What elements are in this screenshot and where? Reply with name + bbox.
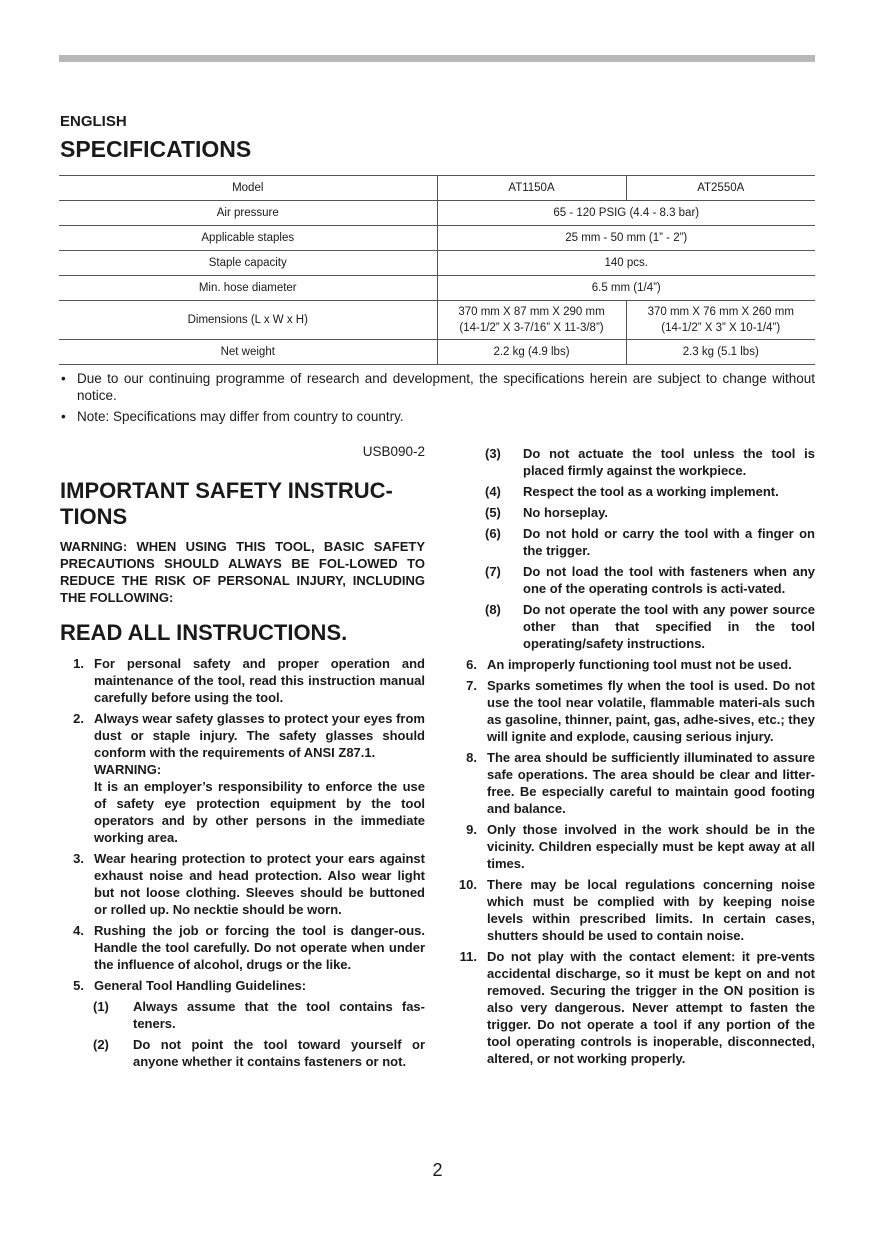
- item-number: 9.: [466, 822, 477, 837]
- sub-item: [453, 525, 815, 559]
- document-code: USB090-2: [362, 444, 425, 459]
- item-warning-text: It is an employer’s responsibility to enforce the use of safety eye protection equipment by the tool operators and by other persons in the immediate working area.: [94, 779, 425, 845]
- sub-item-text: No horseplay.: [523, 505, 609, 520]
- item-number: 7.: [466, 678, 477, 693]
- safety-title: IMPORTANT SAFETY INSTRUC-TIONS: [60, 478, 393, 529]
- item-text: General Tool Handling Guidelines:: [94, 978, 307, 993]
- table-row: [59, 276, 815, 301]
- item-number: 6.: [466, 657, 477, 672]
- weight-a-cell: 2.2 kg (4.9 lbs): [437, 340, 626, 365]
- sub-item-text: Do not actuate the tool unless the tool is placed firmly against the workpiece.: [523, 446, 815, 478]
- sub-item-text: Do not point the tool toward yourself or anyone whether it contains fasteners or not.: [133, 1037, 425, 1069]
- sub-item-text: Do not load the tool with fasteners when any one of the operating controls is acti-vated.: [523, 564, 815, 596]
- row-label-cell: Min. hose diameter: [59, 276, 437, 301]
- item-text: Sparks sometimes fly when the tool is used. Do not use the tool near volatile, flammable materi-als such as gasoline, thinner, paint, gas, adhe-sives, etc.; they will ignite and explode, causing serious injury.: [487, 678, 815, 744]
- item-text: Always wear safety glasses to protect your eyes from dust or staple injury. The safety glasses should conform with the requirements of ANSI Z87.1.: [94, 711, 425, 760]
- item-number: 2.: [73, 711, 84, 726]
- item-number: 1.: [73, 656, 84, 671]
- list-item: [453, 821, 815, 872]
- sub-item: [453, 563, 815, 597]
- sub-item-number: (5): [485, 505, 501, 520]
- row-value-cell: 6.5 mm (1/4”): [437, 276, 815, 301]
- sub-item-text: Do not operate the tool with any power source other than that specified in the tool operating/safety instructions.: [523, 602, 815, 651]
- item-text: Do not play with the contact element: it pre-vents accidental discharge, so it must be kept on and not removed. Securing the trigger in the ON position is also very dangerous. Never attempt to fasten the trigger. Do not operate a tool if any portion of the tool operating controls is inoperable, disconnected, altered, or not working properly.: [487, 949, 815, 1066]
- model-b-cell: AT2550A: [626, 176, 815, 201]
- sub-item: [453, 445, 815, 479]
- list-item: [60, 850, 425, 918]
- item-number: 10.: [458, 877, 477, 892]
- sub-item-number: (1): [93, 999, 109, 1014]
- item-number: 3.: [73, 851, 84, 866]
- item-number: 5.: [73, 978, 84, 993]
- specifications-title: SPECIFICATIONS: [60, 136, 252, 162]
- sub-item: [453, 504, 815, 521]
- safety-warning: WARNING: WHEN USING THIS TOOL, BASIC SAFETY PRECAUTIONS SHOULD ALWAYS BE FOL-LOWED TO REDUCE THE RISK OF PERSONAL INJURY, INCLUDING THE FOLLOWING:: [60, 539, 425, 605]
- list-item: [60, 710, 425, 846]
- specifications-table: [59, 175, 815, 365]
- sub-item-number: (8): [485, 602, 501, 617]
- row-label-cell: Air pressure: [59, 201, 437, 226]
- item-text: Rushing the job or forcing the tool is danger-ous. Handle the tool carefully. Do not operate when under the influence of alcohol, drugs or the like.: [94, 923, 425, 972]
- item-number: 11.: [459, 949, 477, 964]
- item-text: For personal safety and proper operation and maintenance of the tool, read this instruction manual carefully before using the tool.: [94, 656, 425, 705]
- list-item: [453, 749, 815, 817]
- sub-item: [60, 1036, 425, 1070]
- model-a-cell: AT1150A: [437, 176, 626, 201]
- table-row: [59, 340, 815, 365]
- row-label-cell: Applicable staples: [59, 226, 437, 251]
- table-row: [59, 251, 815, 276]
- table-row: [59, 201, 815, 226]
- dimensions-b-imperial: (14-1/2” X 3” X 10-1/4”): [661, 322, 781, 334]
- list-item: [60, 922, 425, 973]
- item-text: Wear hearing protection to protect your ears against exhaust noise and head protection. Also wear light but not loose clothing. Sleeves should be buttoned or rolled up. No necktie should be worn.: [94, 851, 425, 917]
- list-item: [60, 977, 425, 994]
- sub-item: [453, 483, 815, 500]
- item-number: 8.: [466, 750, 477, 765]
- dimensions-b-cell: [626, 301, 815, 340]
- row-value-cell: 140 pcs.: [437, 251, 815, 276]
- model-label-cell: Model: [59, 176, 437, 201]
- row-label-cell: Dimensions (L x W x H): [59, 301, 437, 340]
- instructions-left-column: [60, 655, 425, 1074]
- sub-item-text: Always assume that the tool contains fas-teners.: [133, 999, 425, 1031]
- sub-item: [60, 998, 425, 1032]
- note-item: • Due to our continuing programme of research and development, the specifications herein are subject to change without notice.: [59, 370, 815, 404]
- read-instructions-heading: READ ALL INSTRUCTIONS.: [60, 620, 348, 645]
- weight-b-cell: 2.3 kg (5.1 lbs): [626, 340, 815, 365]
- header-rule: [59, 55, 815, 62]
- list-item: [60, 655, 425, 706]
- dimensions-a-metric: 370 mm X 87 mm X 290 mm: [458, 306, 605, 318]
- sub-item-number: (7): [485, 564, 501, 579]
- table-row: [59, 176, 815, 201]
- sub-item-text: Do not hold or carry the tool with a finger on the trigger.: [523, 526, 815, 558]
- page-number: 2: [432, 1160, 443, 1180]
- language-label: ENGLISH: [60, 113, 127, 130]
- dimensions-a-imperial: (14-1/2” X 3-7/16” X 11-3/8”): [459, 322, 604, 334]
- sub-item-number: (3): [485, 446, 501, 461]
- row-label-cell: Staple capacity: [59, 251, 437, 276]
- sub-item-text: Respect the tool as a working implement.: [523, 484, 779, 499]
- table-row: [59, 226, 815, 251]
- row-label-cell: Net weight: [59, 340, 437, 365]
- instructions-right-column: [453, 445, 815, 1071]
- item-text: There may be local regulations concerning noise which must be complied with by keeping noise levels within prescribed limits. In certain cases, shutters should be used to contain noise.: [487, 877, 815, 943]
- sub-item: [453, 601, 815, 652]
- item-warning-label: WARNING:: [94, 762, 162, 777]
- item-number: 4.: [73, 923, 84, 938]
- note-item: • Note: Specifications may differ from country to country.: [59, 408, 815, 425]
- item-text: Only those involved in the work should be in the vicinity. Children especially must be kept away at all times.: [487, 822, 815, 871]
- item-text: An improperly functioning tool must not be used.: [487, 657, 792, 672]
- spec-notes: [59, 370, 815, 429]
- dimensions-a-cell: [437, 301, 626, 340]
- sub-item-number: (2): [93, 1037, 109, 1052]
- sub-item-number: (6): [485, 526, 501, 541]
- list-item: [453, 656, 815, 673]
- row-value-cell: 65 - 120 PSIG (4.4 - 8.3 bar): [437, 201, 815, 226]
- list-item: [453, 948, 815, 1067]
- list-item: [453, 677, 815, 745]
- table-row: [59, 301, 815, 340]
- dimensions-b-metric: 370 mm X 76 mm X 260 mm: [647, 306, 794, 318]
- item-text: The area should be sufficiently illuminated to assure safe operations. The area should be clear and litter-free. Be especially careful to maintain good footing and balance.: [487, 750, 815, 816]
- list-item: [453, 876, 815, 944]
- row-value-cell: 25 mm - 50 mm (1” - 2”): [437, 226, 815, 251]
- sub-item-number: (4): [485, 484, 501, 499]
